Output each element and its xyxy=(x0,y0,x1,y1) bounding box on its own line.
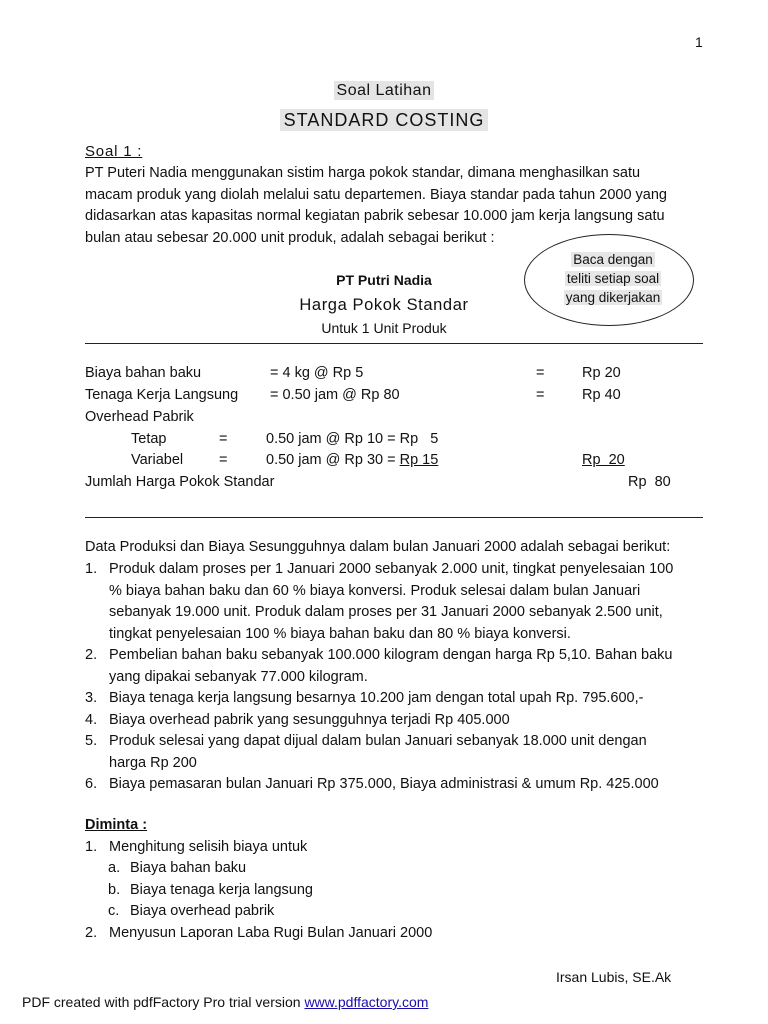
footer-link[interactable]: www.pdffactory.com xyxy=(304,994,429,1010)
list-item: c. Biaya overhead pabrik xyxy=(108,903,275,919)
diminta-heading: Diminta : xyxy=(85,817,148,833)
note-line: teliti setiap soal xyxy=(566,271,660,286)
list-item: 5. Produk selesai yang dapat dijual dalam bulan Januari sebanyak 18.000 unit dengan harga Rp 200 xyxy=(85,733,647,771)
tenaga-eq: = xyxy=(536,387,545,403)
bahan-calc: = 4 kg @ Rp 5 xyxy=(270,365,364,381)
note-line: Baca dengan xyxy=(573,252,653,267)
tetap-eq: = xyxy=(219,431,228,447)
tenaga-label: Tenaga Kerja Langsung xyxy=(85,387,239,403)
tenaga-value: Rp 40 xyxy=(582,387,621,403)
cost-subtitle: Untuk 1 Unit Produk xyxy=(321,320,447,336)
intro-line: didasarkan atas kapasitas normal kegiatan pabrik sebesar 10.000 jam kerja langsung satu xyxy=(85,208,665,224)
data-intro: Data Produksi dan Biaya Sesungguhnya dalam bulan Januari 2000 adalah sebagai berikut: xyxy=(85,539,671,555)
cost-title: Harga Pokok Standar xyxy=(299,296,469,314)
variabel-eq: = xyxy=(219,452,228,468)
divider-top xyxy=(85,343,703,344)
variabel-subtotal: Rp 15 xyxy=(399,452,439,468)
total-value: Rp 80 xyxy=(628,474,671,490)
variabel-calc: 0.50 jam @ Rp 30 = Rp 15 xyxy=(266,452,439,468)
soal-label: Soal 1 : xyxy=(85,143,143,160)
task-item-2: 2. Menyusun Laporan Laba Rugi Bulan Januari 2000 xyxy=(85,925,433,941)
task-item-1: 1. Menghitung selisih biaya untuk xyxy=(85,839,308,855)
company-name: PT Putri Nadia xyxy=(336,272,432,288)
bahan-eq: = xyxy=(536,365,545,381)
bahan-value: Rp 20 xyxy=(582,365,621,381)
intro-line: PT Puteri Nadia menggunakan sistim harga pokok standar, dimana menghasilkan satu xyxy=(85,165,641,181)
list-item: 1. Produk dalam proses per 1 Januari 2000 sebanyak 2.000 unit, tingkat penyelesaian 100 % biaya bahan baku dan 60 % biaya konversi. Produk selesai dalam bulan Januari sebanyak 19.000 unit. Produk dalam proses per 31 Januari 2000 sebanyak 2.500 unit, tingkat penyelesaian 100 % biaya bahan baku dan 80 % biaya konversi. xyxy=(85,561,674,642)
variabel-label: Variabel xyxy=(131,452,184,468)
data-list xyxy=(85,559,705,796)
task-sublist xyxy=(108,858,313,923)
list-item: 6. Biaya pemasaran bulan Januari Rp 375.000, Biaya administrasi & umum Rp. 425.000 xyxy=(85,776,659,792)
page-number: 1 xyxy=(695,34,703,50)
list-item: 4. Biaya overhead pabrik yang sesungguhnya terjadi Rp 405.000 xyxy=(85,711,510,728)
footer-text: PDF created with pdfFactory Pro trial version xyxy=(22,994,305,1010)
total-label: Jumlah Harga Pokok Standar xyxy=(85,474,275,490)
tetap-label: Tetap xyxy=(131,431,167,447)
header-subtitle: Soal Latihan xyxy=(0,82,768,100)
author-name: Irsan Lubis, SE.Ak xyxy=(556,969,672,985)
intro-line: bulan atau sebesar 20.000 unit produk, adalah sebagai berikut : xyxy=(85,229,495,246)
intro-line: macam produk yang diolah melalui satu departemen. Biaya standar pada tahun 2000 yang xyxy=(85,186,667,203)
pdf-footer xyxy=(22,994,428,1010)
bahan-label: Biaya bahan baku xyxy=(85,365,202,381)
note-line: yang dikerjakan xyxy=(565,290,661,305)
tenaga-calc: = 0.50 jam @ Rp 80 xyxy=(270,387,400,403)
overhead-label: Overhead Pabrik xyxy=(85,409,194,425)
variabel-value: Rp 20 xyxy=(582,452,625,468)
list-item: b. Biaya tenaga kerja langsung xyxy=(108,881,313,898)
page-title: STANDARD COSTING xyxy=(0,110,768,131)
list-item: 3. Biaya tenaga kerja langsung besarnya 10.200 jam dengan total upah Rp. 795.600,- xyxy=(85,690,644,706)
list-item: 2. Pembelian bahan baku sebanyak 100.000 kilogram dengan harga Rp 5,10. Bahan baku yang dipakai sebanyak 77.000 kilogram. xyxy=(85,647,673,685)
tetap-calc: 0.50 jam @ Rp 10 = Rp 5 xyxy=(266,431,439,447)
divider-bottom xyxy=(85,517,703,518)
list-item: a. Biaya bahan baku xyxy=(108,860,247,876)
